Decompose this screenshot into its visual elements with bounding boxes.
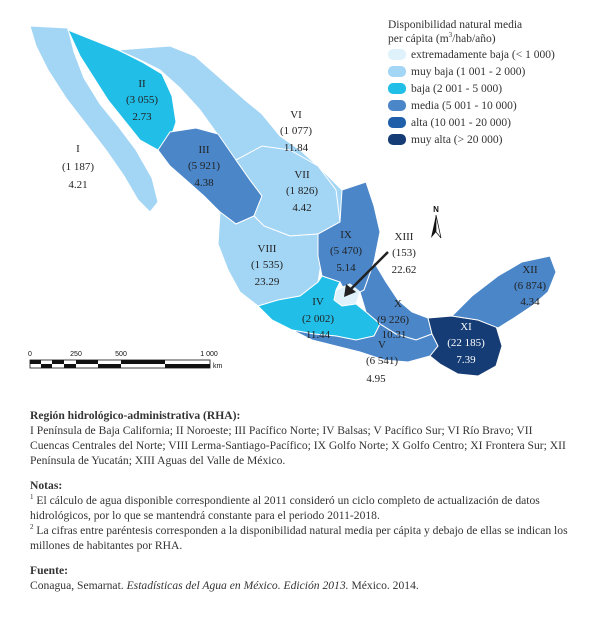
label-region-i <box>62 143 94 191</box>
legend-label: muy alta (> 20 000) <box>411 133 503 146</box>
svg-text:III: III <box>198 144 210 156</box>
legend-label: baja (2 001 - 5 000) <box>411 82 503 95</box>
legend-label: extremadamente baja (< 1 000) <box>411 48 555 61</box>
rha-heading: Región hidrológico-administrativa (RHA): <box>30 409 241 422</box>
legend-item <box>388 46 593 63</box>
rha-text: I Península de Baja California; II Noroeste; III Pacífico Norte; IV Balsas; V Pacífico Sur; VI Río Bravo; VII Cuencas Centrales del Norte; VIII Lerma-Santiago-Pacífico; IX Golfo Norte; X Golfo Centro; XI Frontera Sur; XII Península de Yucatán; XIII Aguas del Valle de México. <box>30 424 566 467</box>
svg-text:I: I <box>76 143 80 155</box>
note-1-number: 1 <box>30 493 34 502</box>
note-2 <box>30 523 570 553</box>
svg-text:23.29: 23.29 <box>254 276 280 288</box>
svg-text:XIII: XIII <box>394 231 414 243</box>
legend-title-line1: Disponibilidad natural media <box>388 19 523 31</box>
label-region-vi <box>280 109 312 154</box>
legend-swatch <box>388 49 406 60</box>
legend-items <box>388 46 593 148</box>
legend-item <box>388 97 593 114</box>
legend-item <box>388 114 593 131</box>
legend-swatch <box>388 134 406 145</box>
legend-item <box>388 131 593 148</box>
svg-text:(9 226): (9 226) <box>376 314 410 326</box>
note-2-number: 2 <box>30 523 34 532</box>
rha-block <box>30 408 570 468</box>
svg-text:(5 470): (5 470) <box>329 245 363 257</box>
legend-title <box>388 18 593 46</box>
svg-text:(5 921): (5 921) <box>187 160 221 172</box>
legend-label: media (5 001 - 10 000) <box>411 99 517 112</box>
svg-text:4.95: 4.95 <box>366 373 386 385</box>
svg-text:XI: XI <box>460 321 472 333</box>
svg-text:4.42: 4.42 <box>292 202 312 214</box>
legend-title-prefix: per cápita (m <box>388 33 449 45</box>
source-title: Estadísticas del Agua en México. Edición 2013. <box>126 579 349 592</box>
svg-text:(22 185): (22 185) <box>447 337 485 349</box>
caption-block <box>30 408 570 603</box>
legend-label: muy baja (1 001 - 2 000) <box>411 65 526 78</box>
source-text <box>30 578 570 593</box>
legend-swatch <box>388 100 406 111</box>
scale-bar <box>28 351 222 370</box>
svg-text:(3 055): (3 055) <box>125 94 159 106</box>
legend-item <box>388 80 593 97</box>
svg-text:4.21: 4.21 <box>68 179 88 191</box>
svg-text:(1 535): (1 535) <box>250 259 284 271</box>
legend-swatch <box>388 117 406 128</box>
svg-text:VII: VII <box>294 169 310 181</box>
source-suffix: México. 2014. <box>348 579 419 592</box>
svg-text:(153): (153) <box>392 247 416 259</box>
svg-text:VIII: VIII <box>257 243 277 255</box>
svg-text:4.38: 4.38 <box>194 177 214 189</box>
legend-title-suffix: /hab/año) <box>452 33 496 45</box>
svg-text:VI: VI <box>290 109 302 121</box>
svg-text:X: X <box>394 298 402 310</box>
svg-text:10.31: 10.31 <box>381 329 407 341</box>
svg-text:1 000: 1 000 <box>200 351 218 358</box>
svg-text:(2 002): (2 002) <box>301 313 335 325</box>
svg-text:7.39: 7.39 <box>456 354 476 366</box>
svg-text:11.84: 11.84 <box>283 142 309 154</box>
legend-item <box>388 63 593 80</box>
note-1-text: El cálculo de agua disponible correspondiente al 2011 consideró un ciclo completo de actualización de datos hidrológicos, por lo que se mantendrá constante para el periodo 2011-2018. <box>30 494 540 522</box>
svg-text:(1 077): (1 077) <box>279 125 313 137</box>
note-2-text: La cifras entre paréntesis corresponden a la disponibilidad natural media per cápita y debajo de ellas se indican los millones de habitantes por RHA. <box>30 524 568 552</box>
svg-text:V: V <box>378 339 386 351</box>
notes-heading: Notas: <box>30 479 63 492</box>
svg-text:5.14: 5.14 <box>336 262 356 274</box>
svg-text:500: 500 <box>115 351 127 358</box>
svg-text:XII: XII <box>522 264 538 276</box>
svg-text:IX: IX <box>340 229 352 241</box>
svg-text:2.73: 2.73 <box>132 111 152 123</box>
svg-text:250: 250 <box>70 351 82 358</box>
svg-text:(6 874): (6 874) <box>513 280 547 292</box>
svg-text:km: km <box>213 363 223 370</box>
svg-text:22.62: 22.62 <box>391 264 417 276</box>
label-region-xiii <box>392 231 417 276</box>
north-arrow-icon <box>431 205 441 238</box>
source-heading: Fuente: <box>30 564 68 577</box>
svg-text:N: N <box>433 205 439 214</box>
svg-text:11.44: 11.44 <box>305 329 331 341</box>
legend-swatch <box>388 83 406 94</box>
svg-text:(6 541): (6 541) <box>365 355 399 367</box>
legend-title-sup: 3 <box>448 31 453 40</box>
source-block <box>30 563 570 593</box>
legend-label: alta (10 001 - 20 000) <box>411 116 511 129</box>
legend-title-line2 <box>388 32 593 46</box>
svg-text:IV: IV <box>312 296 324 308</box>
notes-block <box>30 478 570 553</box>
legend <box>388 18 593 148</box>
svg-text:0: 0 <box>28 351 32 358</box>
note-1 <box>30 493 570 523</box>
source-prefix: Conagua, Semarnat. <box>30 579 127 592</box>
legend-swatch <box>388 66 406 77</box>
svg-text:(1 826): (1 826) <box>285 185 319 197</box>
region-xii <box>452 256 556 328</box>
svg-text:(1 187): (1 187) <box>61 161 95 173</box>
svg-text:II: II <box>138 78 146 90</box>
svg-text:4.34: 4.34 <box>520 296 540 308</box>
